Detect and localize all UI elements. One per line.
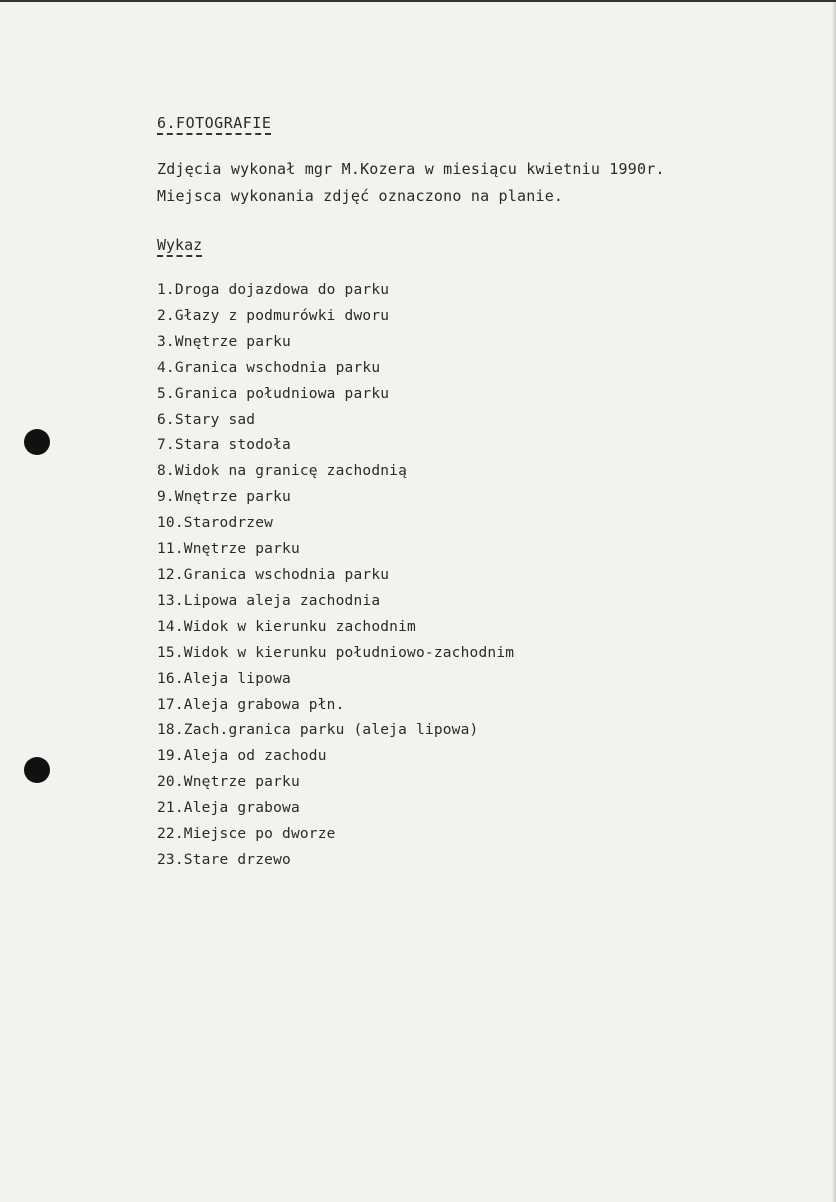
list-item: 12.Granica wschodnia parku <box>157 566 390 583</box>
punch-hole-top <box>24 429 50 455</box>
page-edge-shadow <box>832 2 836 1202</box>
section-heading: 6.FOTOGRAFIE <box>157 114 271 135</box>
list-item: 20.Wnętrze parku <box>157 774 300 791</box>
intro-line: Zdjęcia wykonał mgr M.Kozera w miesiącu kwietniu 1990r. <box>157 160 665 178</box>
list-item: 10.Starodrzew <box>157 515 274 532</box>
list-item: 5.Granica południowa parku <box>157 385 390 402</box>
list-item: 18.Zach.granica parku (aleja lipowa) <box>157 722 479 739</box>
list-item: 11.Wnętrze parku <box>157 541 300 558</box>
list-item: 2.Głazy z podmurówki dworu <box>157 307 390 324</box>
intro-line: Miejsca wykonania zdjęć oznaczono na planie. <box>157 187 564 205</box>
list-item: 14.Widok w kierunku zachodnim <box>157 618 416 635</box>
list-item: 8.Widok na granicę zachodnią <box>157 463 408 480</box>
list-item: 15.Widok w kierunku południowo-zachodnim <box>157 644 515 661</box>
list-item: 22.Miejsce po dworze <box>157 826 336 843</box>
list-item: 6.Stary sad <box>157 411 256 428</box>
photo-list <box>157 278 514 874</box>
list-item: 9.Wnętrze parku <box>157 489 291 506</box>
list-item: 4.Granica wschodnia parku <box>157 359 381 376</box>
intro-paragraph <box>157 156 665 210</box>
punch-hole-bottom <box>24 757 50 783</box>
list-item: 1.Droga dojazdowa do parku <box>157 282 390 298</box>
list-item: 3.Wnętrze parku <box>157 333 291 350</box>
list-item: 17.Aleja grabowa płn. <box>157 696 345 713</box>
list-heading: Wykaz <box>157 236 202 257</box>
list-item: 13.Lipowa aleja zachodnia <box>157 592 381 609</box>
list-item: 19.Aleja od zachodu <box>157 748 327 765</box>
list-item: 23.Stare drzewo <box>157 851 291 868</box>
list-item: 16.Aleja lipowa <box>157 670 291 687</box>
list-item: 7.Stara stodoła <box>157 437 291 454</box>
list-item: 21.Aleja grabowa <box>157 800 300 817</box>
